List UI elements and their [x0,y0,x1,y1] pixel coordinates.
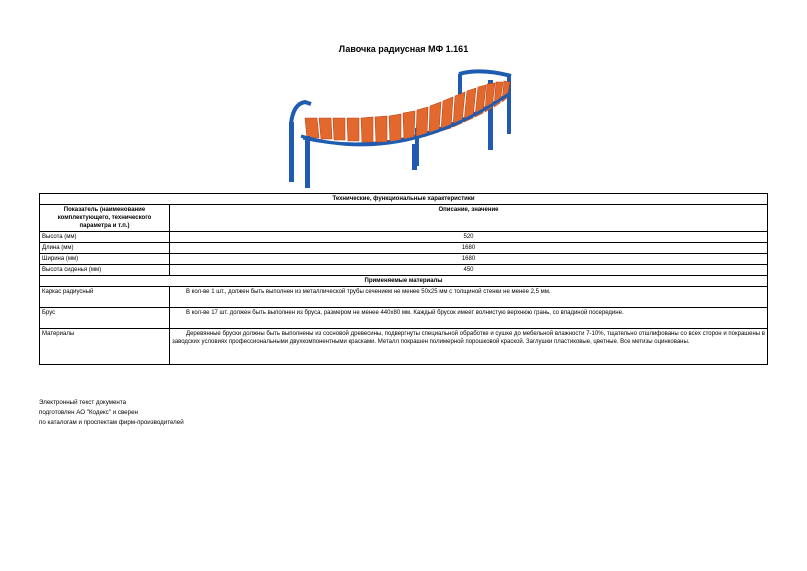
table-row [40,232,768,243]
specification-table [39,193,768,365]
material-description: В кол-ве 17 шт. должен быть выполнен из бруса, размером не менее 440х80 мм. Каждый брусок имеет волнистую верхнюю грань, со впадиной посередине. [170,308,768,329]
table-row [40,287,768,308]
document-title: Лавочка радиусная МФ 1.161 [338,44,469,54]
row-label: Ширина (мм) [40,254,170,265]
footer-line: Электронный текст документа [39,399,127,406]
row-value: 1680 [170,243,768,254]
row-label: Высота сиденья (мм) [40,265,170,276]
material-label: Каркас радиусный [40,287,170,308]
footer-note [39,398,184,428]
section-characteristics-header: Технические, функциональные характеристики [40,194,768,205]
material-description: Деревянные бруски должны быть выполнены из сосновой древесины, подвергнуты специальной обработке и сушке до мебельной влажности 7-10%, тщательно отшлифованы со всех сторон и покрашены в заводских условиях профессиональными двухкомпонентными красками. Металл покрашен полимерной порошковой краской. Заглушки пластиковые, цветные. Все метизы оцинкованы. [170,329,768,365]
row-label: Высота (мм) [40,232,170,243]
material-label: Материалы [40,329,170,365]
header-parameter: Показатель (наименование комплектующего, технического параметра и т.п.) [40,205,170,232]
section-materials-header: Применяемые материалы [40,276,768,287]
material-label: Брус [40,308,170,329]
table-row [40,243,768,254]
radius-bench-illustration [283,66,523,191]
row-label: Длина (мм) [40,243,170,254]
footer-line: по каталогам и проспектам фирм-производителей [39,419,184,426]
footer-line: подготовлен АО "Кодекс" и сверен [39,409,138,416]
table-row [40,308,768,329]
row-value: 1680 [170,254,768,265]
row-value: 520 [170,232,768,243]
material-description: В кол-ве 1 шт., должен быть выполнен из металлической трубы сечением не менее 50х25 мм с толщиной стенки не менее 2,5 мм. [170,287,768,308]
row-value: 450 [170,265,768,276]
table-row [40,254,768,265]
table-row [40,329,768,365]
table-row [40,265,768,276]
header-value: Описание, значение [170,205,768,232]
